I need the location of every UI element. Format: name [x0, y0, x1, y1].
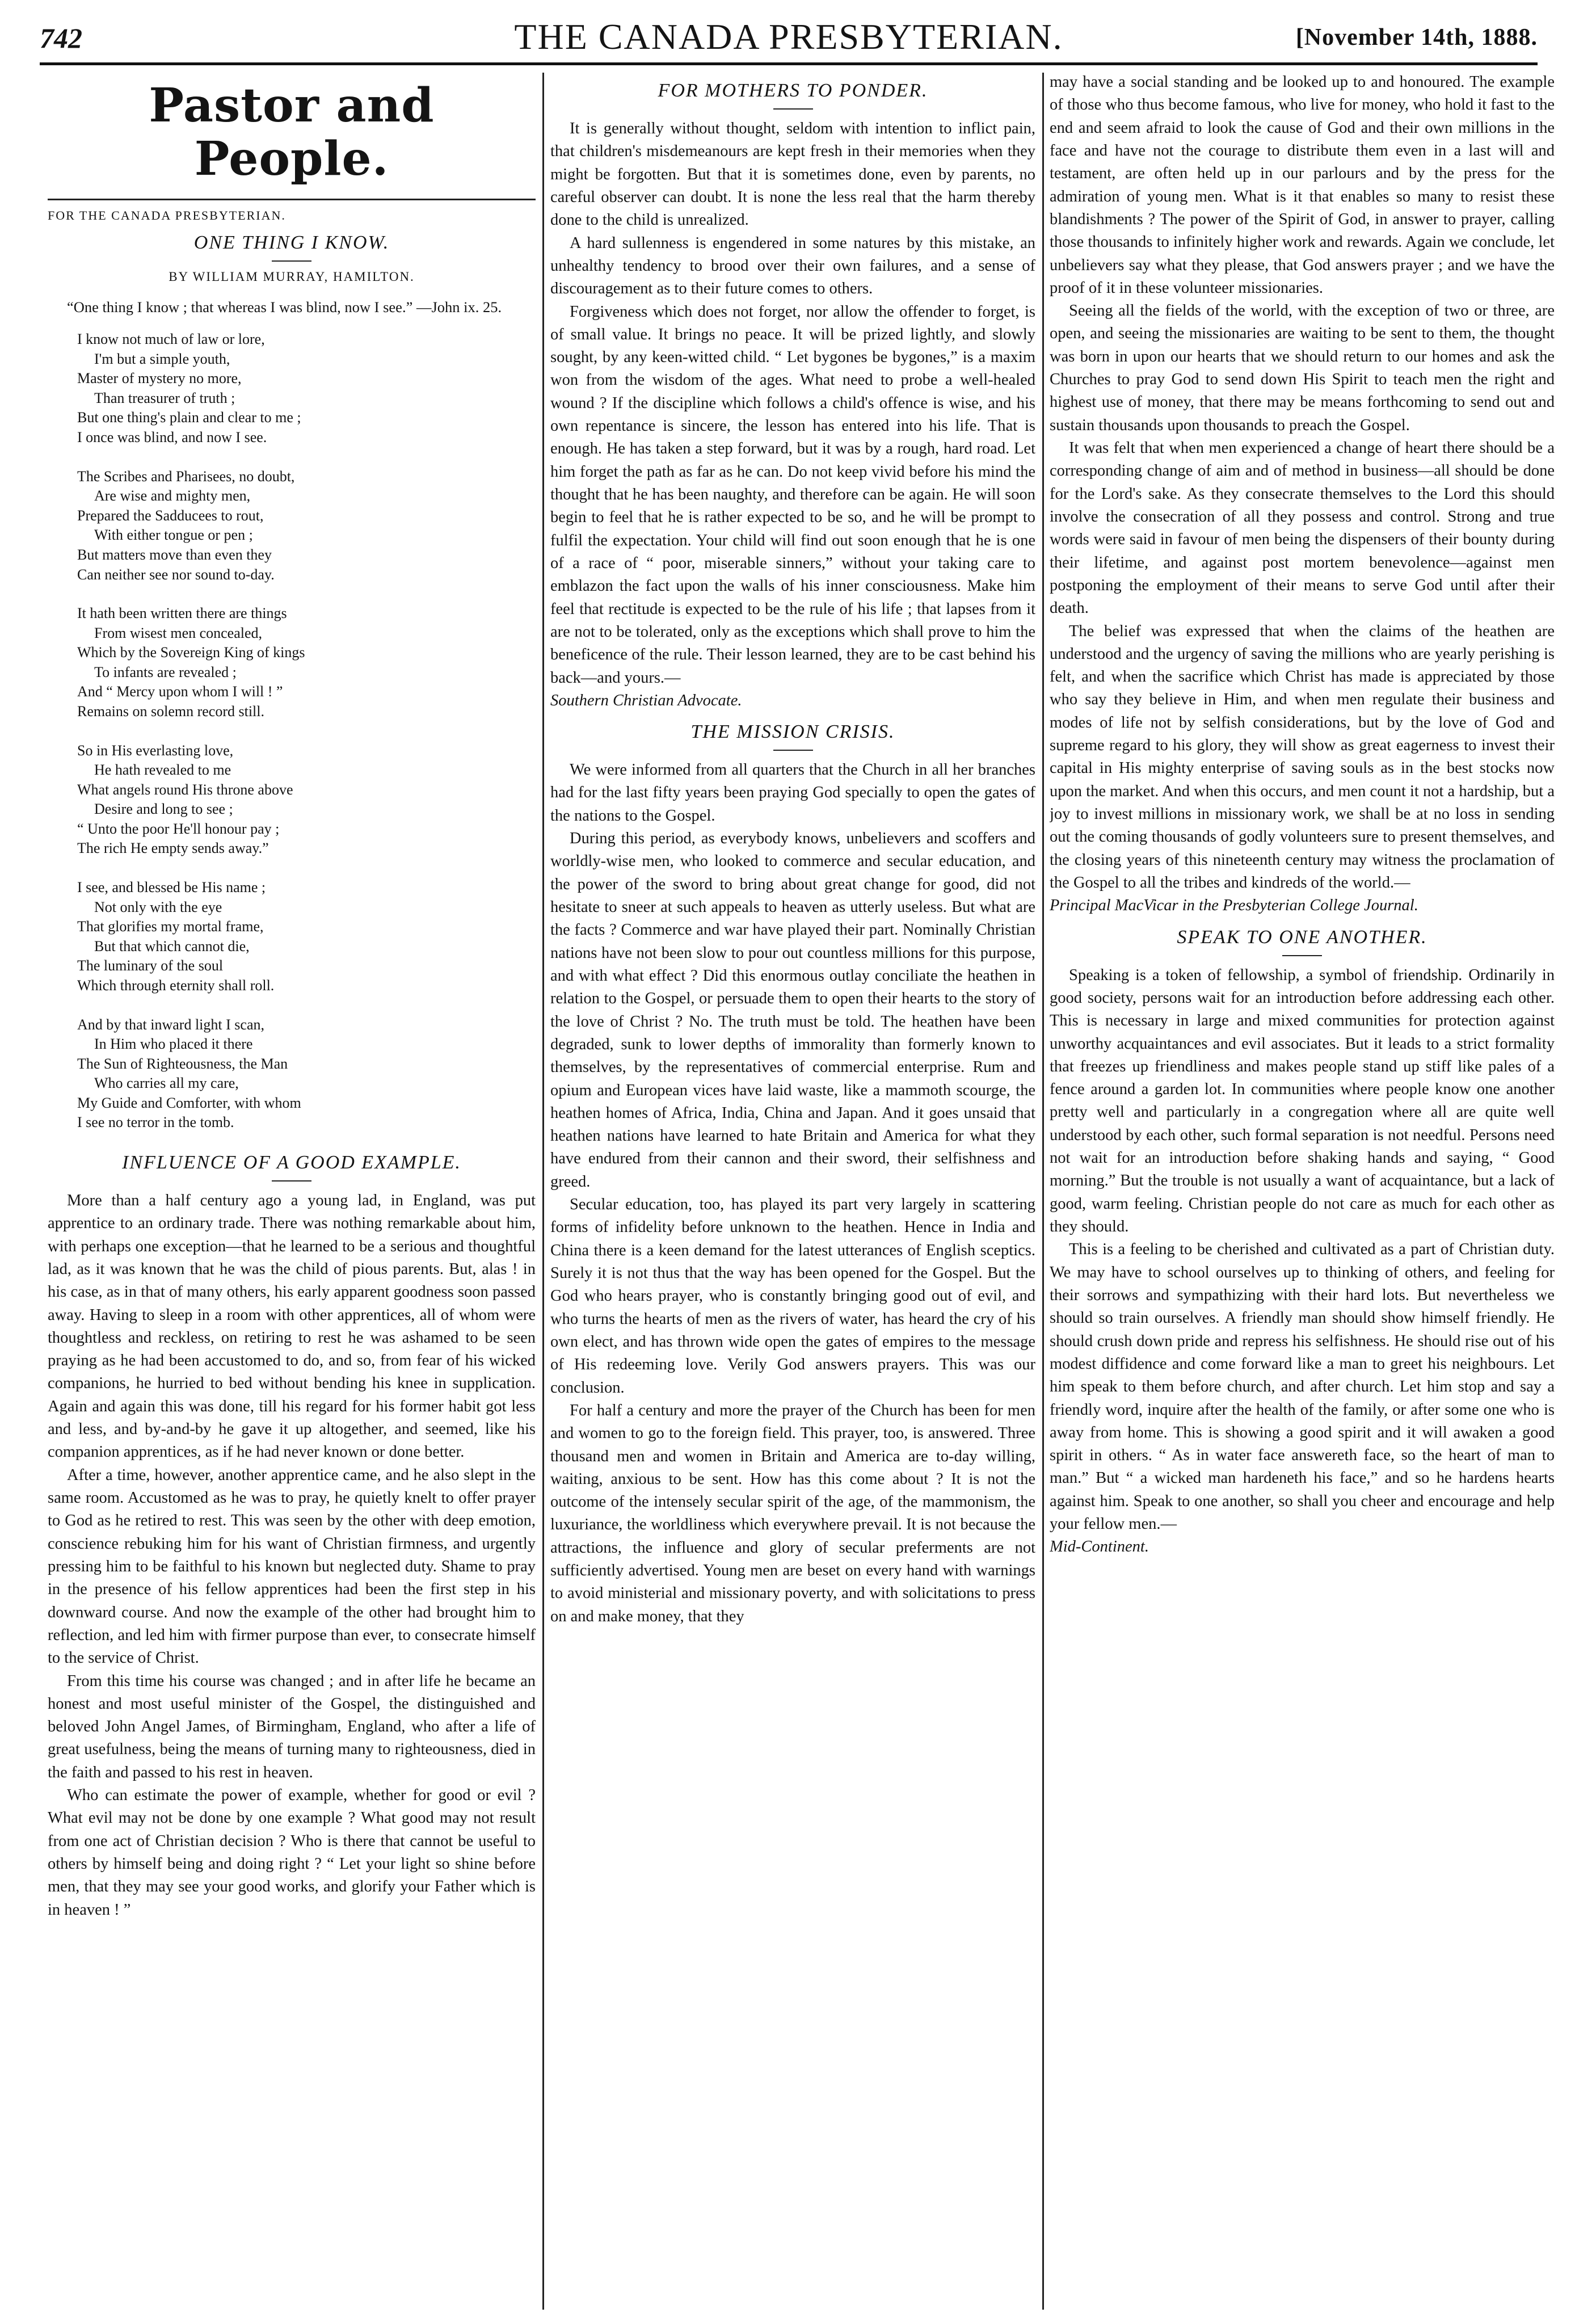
title-rule — [773, 108, 813, 110]
title-rule — [272, 260, 311, 262]
poem-byline: BY WILLIAM MURRAY, HAMILTON. — [169, 269, 415, 284]
verse-line: And “ Mercy upon whom I will ! ” — [77, 683, 283, 700]
poem-title: ONE THING I KNOW. — [193, 232, 390, 253]
verse-line: My Guide and Comforter, with whom — [77, 1094, 301, 1111]
verse-line: To infants are revealed ; — [94, 663, 237, 680]
column-2 — [550, 71, 1035, 2304]
verse-line: With either tongue or pen ; — [94, 527, 253, 544]
department-rule — [48, 199, 536, 200]
verse-line: So in His everlasting love, — [77, 742, 234, 759]
poem-epigraph: “One thing I know ; that whereas I was blind, now I see.” —John ix. 25. — [67, 298, 502, 316]
stanza — [77, 878, 536, 995]
verse-line: I once was blind, and now I see. — [77, 429, 267, 446]
article-source: Southern Christian Advocate. — [550, 691, 742, 709]
verse-line: The Scribes and Pharisees, no doubt, — [77, 468, 295, 485]
article-paragraph: may have a social standing and be looked up to and honoured. The example of those who thus become famous, who live for money, who hold it fast to the end and seem afraid to look the cause of God and their own millions in the face and have not the courage to distribute them even in a last will and testament, are often held up in our parlours and by the press for the admiration of young men. What is it that enables so many to resist these blandishments ? The power of the Spirit of God, in answer to prayer, calling those thousands to infinitely higher work and rewards. Again we conclude, let unbelievers say what they please, that God answers prayer ; and we have the proof of it in these volunteer missionaries. — [1050, 73, 1555, 297]
verse-line: The luminary of the soul — [77, 957, 224, 974]
article-paragraph: Forgiveness which does not forget, nor allow the offender to forget, is of small value. It brings no peace. It will be prized lightly, and slowly sought, by any keen-witted child. “ Let bygones be bygones,” is a maxim won from the wisdom of the ages. What need to probe a well-healed wound ? If the discipline which follows a child's offence is wise, and his own repentance is sincere, the lesson has entered into his life. That is enough. He has taken a step forward, but it was by a rough, hard road. Let him forget the path as far as he can. Do not keep vivid before his mind the thought that he has been naughty, and therefore can be again. He will soon begin to feel that he is rather expected to be so, and he will be prompt to fulfil the expectation. Your child will find out soon enough that he is one of a race of “ poor, miserable sinners,” without your taking care to emblazon the fact upon the walls of his inner consciousness. Make him feel that rectitude is expected to be the rule of his life ; that lapses from it are not to be tolerated, only as the exceptions which shall prove to him the beneficence of the rule. Their lesson learned, they are to be cast behind his back—and yours.— — [550, 302, 1035, 687]
article-paragraph: This is a feeling to be cherished and cultivated as a part of Christian duty. We may have to school ourselves up to thinking of others, and feeling for their sorrows and sympathizing with their hard lots. But nevertheless we should so train ourselves. A friendly man should show himself friendly. He should crush down pride and repress his selfishness. He should rise out of his modest diffidence and come forward like a man to greet his neighbours. Let him speak to them before church, and after church. Let him stop and say a friendly word, inquire after the health of the family, or after some one who is away from home. This is showing a good spirit and it will awaken a good spirit in others. “ As in water face answereth face, so the heart of man to man.” But “ a wicked man hardeneth his face,” and so he hardens hearts against him. Speak to one another, so shall you cheer and encourage and help your fellow men.— — [1050, 1241, 1555, 1533]
stanza — [77, 741, 536, 859]
verse-line: Which by the Sovereign King of kings — [77, 644, 305, 661]
verse-line: Than treasurer of truth ; — [94, 389, 235, 406]
column-1 — [48, 71, 536, 2304]
article-paragraph: Speaking is a token of fellowship, a symbol of friendship. Ordinarily in good society, persons wait for an introduction before addressing each other. This is necessary in large and mixed communities for protection against unworthy acquaintances and evil associates. But it leads to a strict formality that freezes up friendliness and makes people stand up stiff like pales of a fence around a garden lot. In communities where people know one another pretty well and particularly in a congregation where all are quite well understood by each other, such formal separation is not needful. Persons need not wait for an introduction before shaking hands and saying, “ Good morning.” But the trouble is not usually a want of acquaintance, but a lack of good, warm feeling. Christian people do not care as much for each other as they should. — [1050, 966, 1555, 1235]
department-title: Pastor and People. — [149, 78, 435, 187]
masthead — [40, 11, 1538, 65]
page-number: 742 — [40, 22, 82, 54]
article-paragraph: For half a century and more the prayer of the Church has been for men and women to go to the foreign field. This prayer, too, is answered. Three thousand men and women in Britain and America are to-day willing, waiting, anxious to be sent. How has this come about ? It is not the outcome of the intensely secular spirit of the age, of the mammonism, the luxuriance, the worldliness which everywhere prevail. It is not because the attractions, the influence and glory of secular preferments are not sufficiently advertised. Young men are beset on every hand with warnings to avoid ministerial and missionary poverty, and with solicitations to press on and make money, that they — [550, 1401, 1035, 1625]
verse-line: What angels round His throne above — [77, 781, 293, 798]
verse-line: But one thing's plain and clear to me ; — [77, 409, 301, 426]
article-paragraph: The belief was expressed that when the claims of the heathen are understood and the urgency of saving the millions who are yearly perishing is felt, and when the sacrifice which Christ has made is appreciated by those who say they believe in Him, and when men regulate their business and modes of life not by selfish considerations, but by the love of God and supreme regard to his glory, they will show as great eagerness to invest their capital in His mighty enterprise of saving souls as in the best stocks now upon the market. And when this occurs, and men count it not a hardship, but a joy to invest millions in missionary work, we shall be at no loss in sending out the coming thousands of godly volunteers sure to present themselves, and the closing years of this nineteenth century may witness the proclamation of the Gospel to all the tribes and kindreds of the world.— — [1050, 622, 1555, 892]
article-source: Principal MacVicar in the Presbyterian College Journal. — [1050, 897, 1418, 915]
article-title: FOR MOTHERS TO PONDER. — [658, 80, 928, 101]
verse-line: Remains on solemn record still. — [77, 703, 265, 720]
stanza — [77, 330, 536, 447]
poem-body — [48, 330, 536, 1133]
article-paragraph: During this period, as everybody knows, unbelievers and scoffers and worldly-wise men, who looked to commerce and secular education, and the power of the sword to bring about great change for good, did not hesitate to sneer at such appeals to heaven as utterly useless. But what are the facts ? Commerce and war have played their part. Nominally Christian nations have not been slow to pour out countless millions for this purpose, and with what effect ? Did this enormous outlay conciliate the heathen in relation to the Gospel, or persuade them to open their hearts to the story of the love of Christ ? No. The truth must be told. The heathen have been degraded, sunk to lower depths of immorality than formerly known to themselves, by the representatives of commercial enterprise. Rum and opium and European vices have laid waste, like a mammoth scourge, the heathen homes of Africa, India, China and Japan. And it goes unsaid that heathen nations have learned to hate Britain and America for what they have endured from their cannon and their sword, their selfishness and greed. — [550, 830, 1035, 1191]
verse-line: He hath revealed to me — [94, 762, 231, 779]
column-3 — [1050, 71, 1555, 2304]
article-title: SPEAK TO ONE ANOTHER. — [1177, 926, 1427, 948]
verse-line: Master of mystery no more, — [77, 370, 242, 387]
verse-line: Who carries all my care, — [94, 1075, 239, 1092]
title-rule — [773, 750, 813, 751]
column-rule-right — [1042, 73, 1044, 2310]
article-source: Mid-Continent. — [1050, 1538, 1149, 1556]
stanza — [77, 467, 536, 585]
article-paragraph: From this time his course was changed ; and in after life he became an honest and most useful minister of the Gospel, the distinguished and beloved John Angel James, of Birmingham, England, who after a life of great usefulness, being the means of turning many to righteousness, died in the faith and passed to his rest in heaven. — [48, 1672, 536, 1781]
article-title: THE MISSION CRISIS. — [690, 721, 895, 743]
article-paragraph: Who can estimate the power of example, whether for good or evil ? What evil may not be done by one example ? What good may not result from one act of Christian decision ? Who is there that cannot be useful to others by himself being and doing right ? “ Let your light so shine before men, that they may see your good works, and glorify your Father which is in heaven ! ” — [48, 1786, 536, 1919]
verse-line: I see no terror in the tomb. — [77, 1114, 234, 1131]
verse-line: And by that inward light I scan, — [77, 1016, 264, 1033]
article-paragraph: It was felt that when men experienced a change of heart there should be a corresponding change of aim and of method in business—all should be done for the Lord's sake. As they consecrate themselves to the Lord this should involve the consecration of all they possess and control. Strong and true words were said in favour of men being the dispensers of their bounty during their lifetime, and against post mortem benevolence—against men postponing the employment of their means to serve God until after their death. — [1050, 439, 1555, 617]
stanza — [77, 1015, 536, 1133]
verse-line: Desire and long to see ; — [94, 801, 233, 818]
article-paragraph: After a time, however, another apprentice came, and he also slept in the same room. Accustomed as he was to pray, he quietly knelt to offer prayer to God as he retired to rest. This was seen by the other with deep emotion, conscience rebuking him for his want of Christian firmness, and urgently pressing him to be faithful to his known but neglected duty. Shame to pray in the presence of his fellow apprentices had been the first step in his downward course. And now the example of the other had brought him to reflection, and led him with firmer purpose than ever, to consecrate himself to the service of Christ. — [48, 1466, 536, 1667]
article-paragraph: A hard sullenness is engendered in some natures by this mistake, an unhealthy tendency to brood over their own failures, and a sense of discouragement as to their future comes to others. — [550, 234, 1035, 298]
verse-line: The Sun of Righteousness, the Man — [77, 1055, 288, 1072]
verse-line: Not only with the eye — [94, 898, 222, 915]
verse-line: I'm but a simple youth, — [94, 350, 230, 367]
verse-line: It hath been written there are things — [77, 605, 287, 622]
verse-line: Which through eternity shall roll. — [77, 977, 275, 994]
verse-line: Can neither see nor sound to-day. — [77, 566, 275, 583]
paper-title: THE CANADA PRESBYTERIAN. — [514, 16, 1063, 57]
verse-line: But that which cannot die, — [94, 937, 250, 955]
verse-line: I know not much of law or lore, — [77, 331, 265, 348]
article-paragraph: We were informed from all quarters that the Church in all her branches had for the last fifty years been praying God specially to open the gates of the nations to the Gospel. — [550, 761, 1035, 825]
verse-line: Are wise and mighty men, — [94, 487, 251, 504]
for-line: FOR THE CANADA PRESBYTERIAN. — [48, 208, 286, 222]
issue-date: [November 14th, 1888. — [1295, 24, 1538, 51]
verse-line: I see, and blessed be His name ; — [77, 879, 266, 896]
title-rule — [1282, 955, 1322, 956]
verse-line: “ Unto the poor He'll honour pay ; — [77, 820, 280, 837]
stanza — [77, 604, 536, 721]
verse-line: From wisest men concealed, — [94, 624, 263, 641]
verse-line: The rich He empty sends away.” — [77, 840, 269, 857]
article-paragraph: Secular education, too, has played its part very largely in scattering forms of infidelity before unknown to the heathen. Hence in India and China there is a keen demand for the latest utterances of English sceptics. Surely it is not thus that the way has been opened for the Gospel. But the God who hears prayer, who is constantly bringing good out of evil, and who turns the hearts of men as the rivers of water, has heard the cry of his own elect, and has thrown wide open the gates of empires to the message of His redeeming love. Verily God answers prayers. This was our conclusion. — [550, 1196, 1035, 1397]
article-title: INFLUENCE OF A GOOD EXAMPLE. — [122, 1151, 461, 1173]
verse-line: In Him who placed it there — [94, 1036, 253, 1053]
article-paragraph: More than a half century ago a young lad, in England, was put apprentice to an ordinary trade. There was nothing remarkable about him, with perhaps one exception—that he learned to be a serious and thoughtful lad, as it was known that he was the child of pious parents. But, alas ! in his case, as in that of many others, his early apparent goodness soon passed away. Having to sleep in a room with other apprentices, all of whom were thoughtless and reckless, on retiring to rest he was ashamed to be seen praying as he had been accustomed to do, and so, from fear of his wicked companions, he hurried to bed without bending his knee in supplication. Again and again this was done, till his regard for his former habit got less and less, and by-and-by he gave it up altogether, and seemed, like his companion apprentices, as if he had never known or done better. — [48, 1191, 536, 1461]
title-rule — [272, 1180, 311, 1181]
verse-line: That glorifies my mortal frame, — [77, 918, 264, 935]
verse-line: Prepared the Sadducees to rout, — [77, 507, 264, 524]
article-paragraph: Seeing all the fields of the world, with the exception of two or three, are open, and seeing the missionaries are waiting to be sent to them, the thought was born in upon our hearts that we should return to our homes and ask the Churches to pray God to send down His Spirit to teach men the right and highest use of money, that there may be means forthcoming to send out and sustain thousands upon thousands to preach the Gospel. — [1050, 302, 1555, 434]
article-paragraph: It is generally without thought, seldom with intention to inflict pain, that children's misdemeanours are kept fresh in their memories when they might be forgotten. But that it is sometimes done, even by parents, no careful observer can doubt. It is none the less real that the harm thereby done to the child is unrealized. — [550, 120, 1035, 229]
verse-line: But matters move than even they — [77, 546, 272, 563]
column-rule-left — [542, 73, 544, 2310]
